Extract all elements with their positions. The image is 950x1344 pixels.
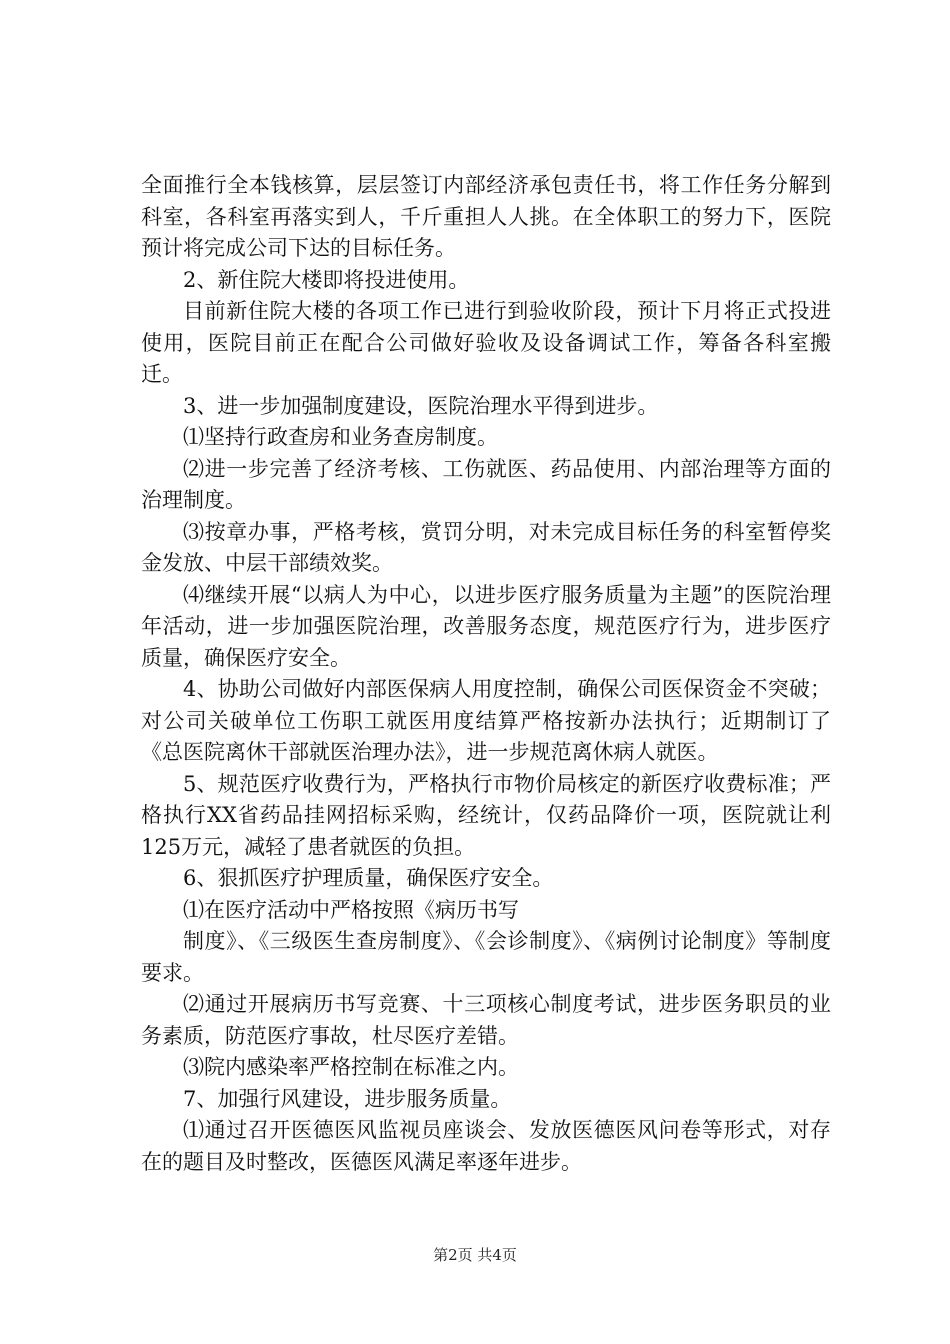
paragraph: ⑴通过召开医德医风监视员座谈会、发放医德医风问卷等形式，对存在的题目及时整改，医德医风满足率逐年进步。 (141, 1118, 831, 1174)
paragraph: 3、进一步加强制度建设，医院治理水平得到进步。 (183, 393, 659, 418)
paragraph: 5、规范医疗收费行为，严格执行市物价局核定的新医疗收费标准；严格执行XX省药品挂网招标采购，经统计，仅药品降价一项，医院就让利125万元，减轻了患者就医的负担。 (141, 771, 831, 859)
paragraph: 7、加强行风建设，进步服务质量。 (183, 1086, 512, 1111)
paragraph: 2、新住院大楼即将投进使用。 (183, 267, 470, 292)
paragraph: 6、狠抓医疗护理质量，确保医疗安全。 (183, 866, 554, 890)
paragraph: ⑴在医疗活动中严格按照《病历书写 (183, 897, 519, 922)
paragraph: 目前新住院大楼的各项工作已进行到验收阶段，预计下月将正式投进使用，医院目前正在配合公司做好验收及设备调试工作，筹备各科室搬迁。 (141, 299, 831, 386)
page-footer: 第2页 共4页 (433, 1246, 517, 1264)
document-body (141, 170, 831, 1178)
paragraph: 全面推行全本钱核算，层层签订内部经济承包责任书，将工作任务分解到科室，各科室再落实到人，千斤重担人人挑。在全体职工的努力下，医院预计将完成公司下达的目标任务。 (141, 173, 831, 260)
paragraph: ⑶按章办事，严格考核，赏罚分明，对未完成目标任务的科室暂停奖金发放、中层干部绩效奖。 (141, 519, 831, 575)
paragraph: 制度》、《三级医生查房制度》、《会诊制度》、《病例讨论制度》等制度要求。 (141, 929, 831, 985)
paragraph: ⑵通过开展病历书写竞赛、十三项核心制度考试，进步医务职员的业务素质，防范医疗事故，杜尽医疗差错。 (141, 992, 831, 1048)
paragraph: ⑶院内感染率严格控制在标准之内。 (183, 1055, 519, 1079)
paragraph: ⑵进一步完善了经济考核、工伤就医、药品使用、内部治理等方面的治理制度。 (141, 456, 831, 512)
paragraph: ⑴坚持行政查房和业务查房制度。 (183, 425, 498, 449)
paragraph: ⑷继续开展“以病人为中心，以进步医疗服务质量为主题”的医院治理年活动，进一步加强医院治理，改善服务态度，规范医疗行为，进步医疗质量，确保医疗安全。 (141, 582, 831, 670)
paragraph: 4、协助公司做好内部医保病人用度控制，确保公司医保资金不突破；对公司关破单位工伤职工就医用度结算严格按新办法执行；近期制订了《总医院离休干部就医治理办法》，进一步规范离休病人就医。 (141, 677, 831, 764)
